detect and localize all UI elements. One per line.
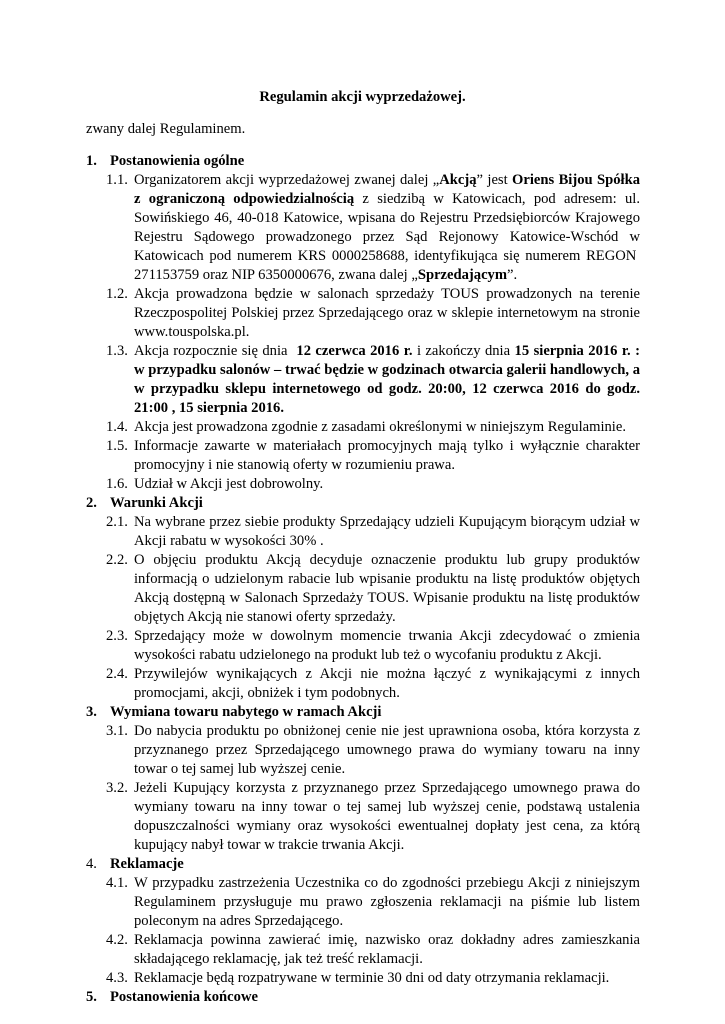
section-number: 1. bbox=[86, 153, 97, 169]
section-heading bbox=[86, 855, 640, 874]
section-title: Reklamacje bbox=[110, 856, 184, 872]
clause-text: Akcja prowadzona będzie w salonach sprzedaży TOUS prowadzonych na terenie Rzeczpospolitej Polskiej przez Sprzedającego oraz w sklepie internetowym na stronie www.touspolska.pl. bbox=[134, 286, 640, 340]
clause bbox=[106, 418, 640, 437]
section-heading bbox=[86, 703, 640, 722]
clause bbox=[106, 437, 640, 475]
section-heading bbox=[86, 494, 640, 513]
clause bbox=[106, 665, 640, 703]
clause-text: Udział w Akcji jest dobrowolny. bbox=[134, 476, 324, 492]
section-number: 3. bbox=[86, 704, 97, 720]
clause-number: 4.2. bbox=[106, 932, 128, 948]
clause bbox=[106, 969, 640, 988]
clause-text: W przypadku zastrzeżenia Uczestnika co do zgodności przebiegu Akcji z niniejszym Regulaminem przysługuje mu prawo zgłoszenia reklamacji na piśmie lub listem poleconym na adres Sprzedającego. bbox=[134, 875, 640, 929]
section-title: Postanowienia końcowe bbox=[110, 989, 258, 1005]
clause bbox=[106, 874, 640, 931]
clause-number: 2.1. bbox=[106, 514, 128, 530]
clause bbox=[106, 475, 640, 494]
clause-text: O objęciu produktu Akcją decyduje oznaczenie produktu lub grupy produktów informacją o udzielonym rabacie lub wpisanie produktu na listę produktów objętych Akcją dostępną w Salonach Sprzedaży TOUS. Wpisanie produktu na listę produktów objętych Akcją nie stanowi oferty sprzedaży. bbox=[134, 552, 640, 625]
clause bbox=[106, 627, 640, 665]
section-heading bbox=[86, 152, 640, 171]
clause-number: 3.1. bbox=[106, 723, 128, 739]
clause bbox=[106, 551, 640, 627]
clause bbox=[106, 779, 640, 855]
clause-number: 1.3. bbox=[106, 343, 128, 359]
clause bbox=[106, 513, 640, 551]
clause-text: Organizatorem akcji wyprzedażowej zwanej dalej „Akcją” jest Oriens Bijou Spółka z ograniczoną odpowiedzialnością z siedzibą w Katowicach, pod adresem: ul. Sowińskiego 46, 40-018 Katowice, wpisana do Rejestru Przedsiębiorców Krajowego Rejestru Sądowego prowadzonego przez Sąd Rejonowy Katowice-Wschód w Katowicach pod numerem KRS 0000258688, identyfikująca się numerem REGON 271153759 oraz NIP 6350000676, zwana dalej „Sprzedającym”. bbox=[134, 172, 640, 283]
clause-number: 2.2. bbox=[106, 552, 128, 568]
clause-number: 1.6. bbox=[106, 476, 128, 492]
clause-text: Na wybrane przez siebie produkty Sprzedający udzieli Kupującym biorącym udział w Akcji rabatu w wysokości 30% . bbox=[134, 514, 640, 549]
clause-number: 3.2. bbox=[106, 780, 128, 796]
clause-text: Informacje zawarte w materiałach promocyjnych mają tylko i wyłącznie charakter promocyjny i nie stanowią oferty w rozumieniu prawa. bbox=[134, 438, 640, 473]
section-heading bbox=[86, 988, 640, 1007]
clause bbox=[106, 931, 640, 969]
clause bbox=[106, 285, 640, 342]
section-number: 5. bbox=[86, 989, 97, 1005]
section-number: 2. bbox=[86, 495, 97, 511]
section-title: Postanowienia ogólne bbox=[110, 153, 245, 169]
clause-text: Akcja rozpocznie się dnia 12 czerwca 2016 r. i zakończy dnia 15 sierpnia 2016 r. : w przypadku salonów – trwać będzie w godzinach otwarcia galerii handlowych, a w przypadku sklepu internetowego od godz. 20:00, 12 czerwca 2016 do godz. 21:00 , 15 sierpnia 2016. bbox=[134, 343, 641, 416]
clause-text: Reklamacje będą rozpatrywane w terminie 30 dni od daty otrzymania reklamacji. bbox=[134, 970, 610, 986]
clause-text: Akcja jest prowadzona zgodnie z zasadami określonymi w niniejszym Regulaminie. bbox=[134, 419, 626, 435]
clause-number: 2.4. bbox=[106, 666, 128, 682]
clause-number: 1.5. bbox=[106, 438, 128, 454]
clause-text: Do nabycia produktu po obniżonej cenie nie jest uprawniona osoba, która korzysta z przyznanego przez Sprzedającego umownego prawa do wymiany towaru na inny towar o tej samej lub wyższej cenie. bbox=[134, 723, 640, 777]
clause-text: Sprzedający może w dowolnym momencie trwania Akcji zdecydować o zmienia wysokości rabatu udzielonego na produkt lub też o wycofaniu produktu z Akcji. bbox=[134, 628, 640, 663]
clause-number: 1.2. bbox=[106, 286, 128, 302]
clause bbox=[106, 722, 640, 779]
document-intro: zwany dalej Regulaminem. bbox=[86, 121, 246, 137]
section-title: Warunki Akcji bbox=[110, 495, 203, 511]
clause bbox=[106, 171, 640, 285]
clause-number: 1.4. bbox=[106, 419, 128, 435]
clause-number: 1.1. bbox=[106, 172, 128, 188]
document-body bbox=[86, 152, 640, 1007]
section-title: Wymiana towaru nabytego w ramach Akcji bbox=[110, 704, 382, 720]
clause-number: 4.1. bbox=[106, 875, 128, 891]
clause-text: Przywilejów wynikających z Akcji nie można łączyć z wynikającymi z innych promocjami, akcji, obniżek i tym podobnych. bbox=[134, 666, 640, 701]
clause-number: 2.3. bbox=[106, 628, 128, 644]
clause-number: 4.3. bbox=[106, 970, 128, 986]
clause bbox=[106, 342, 640, 418]
clause-text: Jeżeli Kupujący korzysta z przyznanego przez Sprzedającego umownego prawa do wymiany towaru na inny towar o tej samej lub wyższej cenie, podstawą ustalenia dopuszczalności wymiany oraz wysokości ewentualnej dopłaty jest cena, za którą kupujący nabył towar w trakcie trwania Akcji. bbox=[134, 780, 640, 853]
document-title: Regulamin akcji wyprzedażowej. bbox=[259, 89, 466, 105]
clause-text: Reklamacja powinna zawierać imię, nazwisko oraz dokładny adres zamieszkania składającego reklamację, jak też treść reklamacji. bbox=[134, 932, 640, 967]
section-number: 4. bbox=[86, 856, 97, 872]
